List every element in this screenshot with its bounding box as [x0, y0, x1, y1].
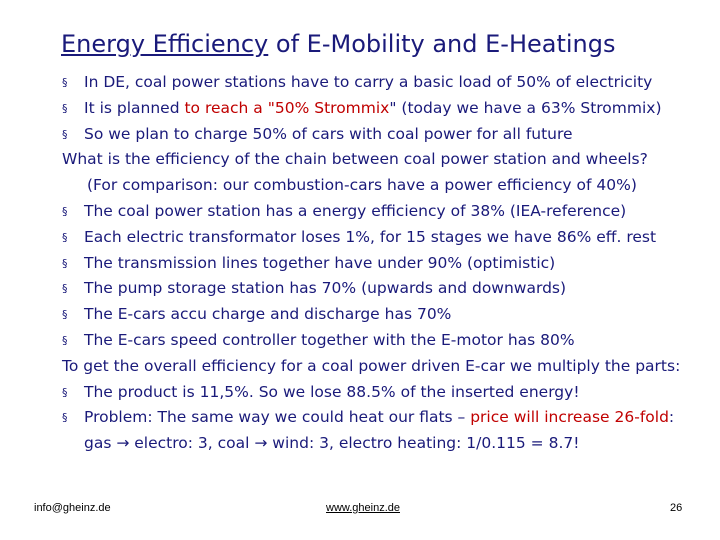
bullet-line — [62, 276, 712, 302]
bullet-text: The E-cars speed controller together with the E-motor has 80% — [84, 330, 575, 349]
arrow-right-icon: → — [116, 434, 130, 453]
bullet-text: In DE, coal power stations have to carry a basic load of 50% of electricity — [84, 73, 653, 91]
bullet-line — [62, 225, 712, 251]
heading-line — [62, 147, 712, 173]
bullet-text: The E-cars accu charge and discharge has 70% — [84, 305, 452, 324]
bullet-line — [62, 405, 712, 431]
bullet-line — [62, 96, 712, 122]
summary-text: To get the overall efficiency for a coal power driven E-car we multiply the parts: — [62, 356, 681, 375]
title-underlined: Energy Efficiency — [61, 30, 269, 58]
bullet-text: : — [668, 408, 675, 427]
bullet-line — [62, 122, 712, 148]
footer-email: info@gheinz.de — [34, 502, 111, 514]
bullet-line — [62, 251, 712, 277]
bullet-text: The coal power station has a energy efficiency of 38% (IEA-reference) — [84, 201, 627, 220]
bullet-line — [62, 70, 712, 96]
bullet-text: The transmission lines together have under 90% (optimistic) — [84, 253, 556, 272]
page-number: 26 — [670, 502, 683, 514]
bullet-text: The product is 11,5%. So we lose 88.5% of the inserted energy! — [84, 382, 580, 401]
bullet-line — [62, 302, 712, 328]
continuation-text: wind: 3, electro heating: 1/0.115 = 8.7! — [267, 434, 580, 453]
bullet-text: It is planned — [84, 98, 185, 117]
title-rest: of E-Mobility and E-Heatings — [268, 30, 616, 58]
bullet-line — [62, 199, 712, 225]
bullet-text: So we plan to charge 50% of cars with coal power for all future — [84, 124, 573, 143]
arrow-right-icon: → — [254, 434, 268, 453]
highlight-text: price will increase 26-fold — [470, 408, 669, 427]
bullet-text: " (today we have a 63% Strommix) — [389, 98, 662, 117]
bullet-line — [62, 380, 712, 406]
slide-content — [62, 70, 712, 457]
bullet-text: The pump storage station has 70% (upwards and downwards) — [84, 279, 567, 298]
bullet-text: Problem: The same way we could heat our flats – — [84, 408, 471, 427]
bullet-line — [62, 328, 712, 354]
continuation-text: gas — [84, 434, 117, 453]
footer-website-wrap — [326, 502, 400, 514]
indented-line — [62, 173, 712, 199]
slide-title — [61, 30, 616, 58]
bullet-text: Each electric transformator loses 1%, for 15 stages we have 86% eff. rest — [84, 227, 657, 246]
footer-website-link[interactable]: www.gheinz.de — [326, 502, 400, 514]
continuation-text: electro: 3, coal — [129, 434, 255, 453]
question-text: What is the efficiency of the chain between coal power station and wheels? — [62, 150, 648, 169]
highlight-text: to reach a "50% Strommix — [184, 98, 390, 117]
comparison-text: (For comparison: our combustion-cars have a power efficiency of 40%) — [87, 176, 637, 195]
heading-line — [62, 354, 712, 380]
continuation-line — [62, 431, 712, 457]
